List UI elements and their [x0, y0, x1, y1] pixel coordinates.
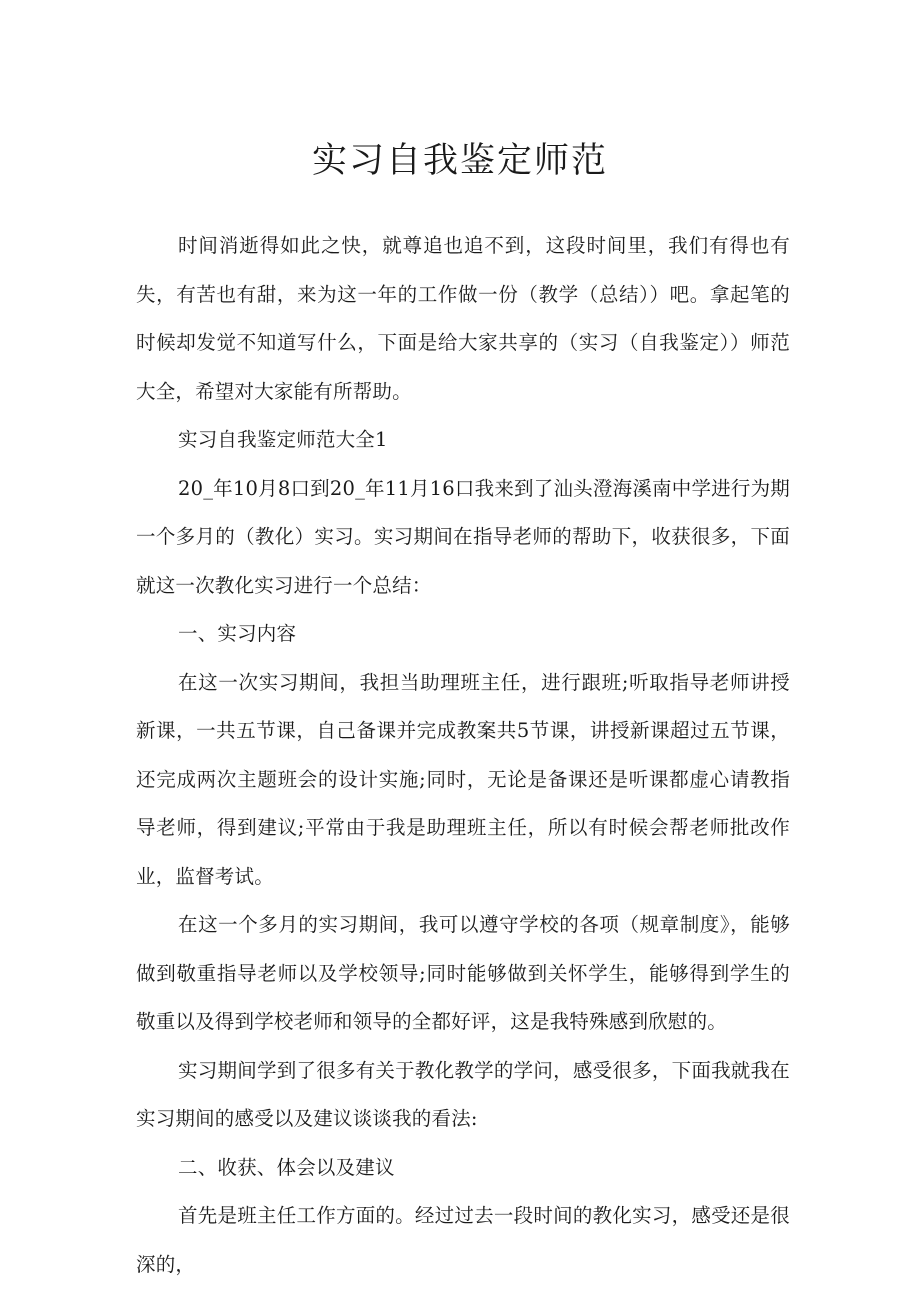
subsection-heading-1: 一、实习内容: [178, 622, 297, 645]
body-paragraph: 首先是班主任工作方面的。经过过去一段时间的教化实习，感受还是很深的，: [136, 1204, 790, 1276]
section-heading-1: 实习自我鉴定师范大全1: [178, 428, 388, 451]
body-paragraph: 在这一次实习期间，我担当助理班主任，进行跟班;听取指导老师讲授新课，一共五节课，自己备课并完成教案共5节课，讲授新课超过五节课，还完成两次主题班会的设计实施;同时，无论是备课还是听课都虚心请教指导老师，得到建议;平常由于我是助理班主任，所以有时候会帮老师批改作业，监督考试。: [136, 670, 790, 888]
body-paragraph: 实习期间学到了很多有关于教化教学的学问，感受很多，下面我就我在实习期间的感受以及建议谈谈我的看法:: [136, 1058, 790, 1130]
document-body: [136, 222, 790, 1289]
body-paragraph: 20_年10月8口到20_年11月16口我来到了汕头澄海溪南中学进行为期一个多月的（教化）实习。实习期间在指导老师的帮助下，收获很多，下面就这一次教化实习进行一个总结：: [136, 476, 790, 597]
document-title: 实习自我鉴定师范: [311, 141, 608, 181]
subsection-heading-2: 二、收获、体会以及建议: [178, 1155, 395, 1179]
body-paragraph: 在这一个多月的实习期间，我可以遵守学校的各项（规章制度》，能够做到敬重指导老师以及学校领导;同时能够做到关怀学生，能够得到学生的敬重以及得到学校老师和领导的全都好评，这是我特殊感到欣慰的。: [136, 913, 790, 1033]
intro-paragraph: 时间消逝得如此之快，就尊追也追不到，这段时间里，我们有得也有失，有苦也有甜，来为这一年的工作做一份（教学（总结））吧。拿起笔的时候却发觉不知道写什么，下面是给大家共享的（实习（自我鉴定））师范大全，希望对大家能有所帮助。: [136, 234, 790, 403]
